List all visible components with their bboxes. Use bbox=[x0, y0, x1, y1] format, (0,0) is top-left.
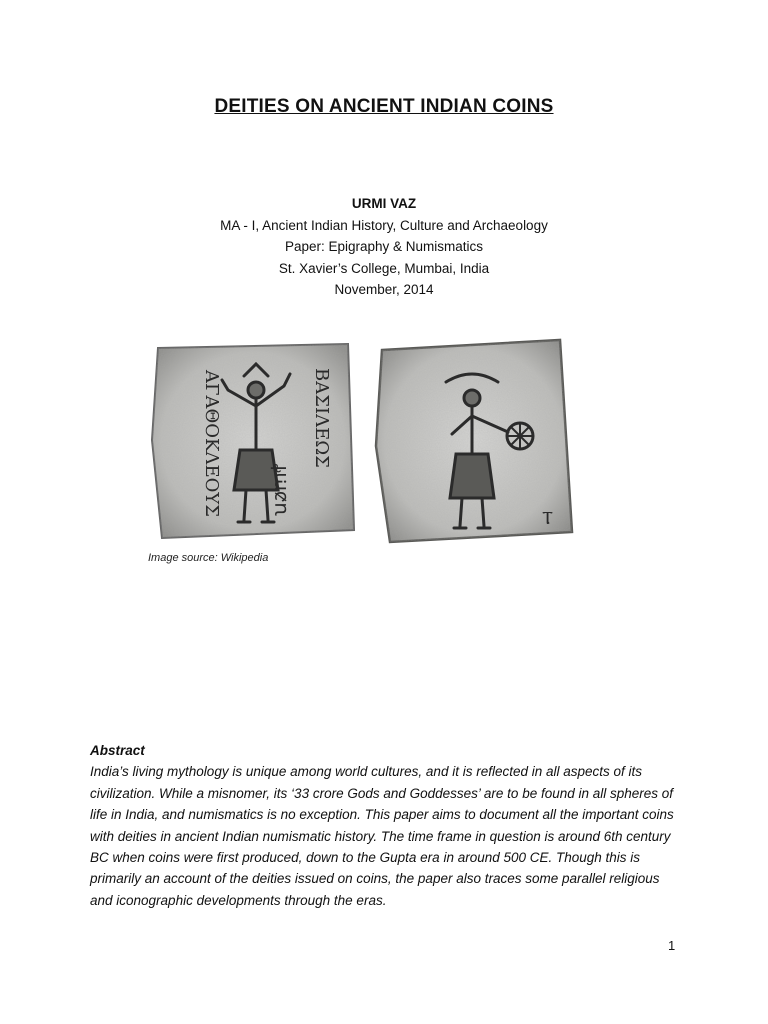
abstract-section bbox=[90, 740, 680, 911]
coin-figure bbox=[148, 336, 578, 548]
paper-title: DEITIES ON ANCIENT INDIAN COINS bbox=[214, 96, 554, 117]
figure-caption: Image source: Wikipedia bbox=[148, 552, 269, 564]
coin-right-legend: ꭒꬿꭑꬷ bbox=[267, 464, 291, 516]
author-program: MA - I, Ancient Indian History, Culture and Archaeology bbox=[220, 217, 548, 233]
coin-left-legend-a: ΑΓΑΘΟΚΛΕΟΥΣ bbox=[201, 370, 222, 517]
coin-left-legend-b: ΒΑΣΙΛΕΩΣ bbox=[311, 368, 332, 468]
author-institution: St. Xavier’s College, Mumbai, India bbox=[278, 260, 490, 276]
abstract-body: India’s living mythology is unique among world cultures, and it is reflected in all aspects of its civilization. While a misnomer, its ‘33 crore Gods and Goddesses’ are to be found in all spheres of life in India, and numismatics is no exception. This paper aims to document all the important coins with deities in ancient Indian numismatic history. The time frame in question is around 6th century BC when coins were first produced, down to the Gupta era in around 500 CE. Though this is primarily an account of the deities issued on coins, the paper also traces some parallel religious and iconographic developments through the eras. bbox=[90, 764, 674, 908]
abstract-heading: Abstract bbox=[90, 743, 145, 758]
author-block bbox=[0, 193, 768, 301]
author-date: November, 2014 bbox=[334, 282, 434, 297]
page-number: 1 bbox=[668, 938, 676, 953]
coin-right-mark: Ⲧ bbox=[542, 508, 554, 529]
author-paper: Paper: Epigraphy & Numismatics bbox=[284, 239, 484, 254]
author-name: URMI VAZ bbox=[351, 196, 417, 211]
coin-obverse-image bbox=[148, 340, 356, 540]
